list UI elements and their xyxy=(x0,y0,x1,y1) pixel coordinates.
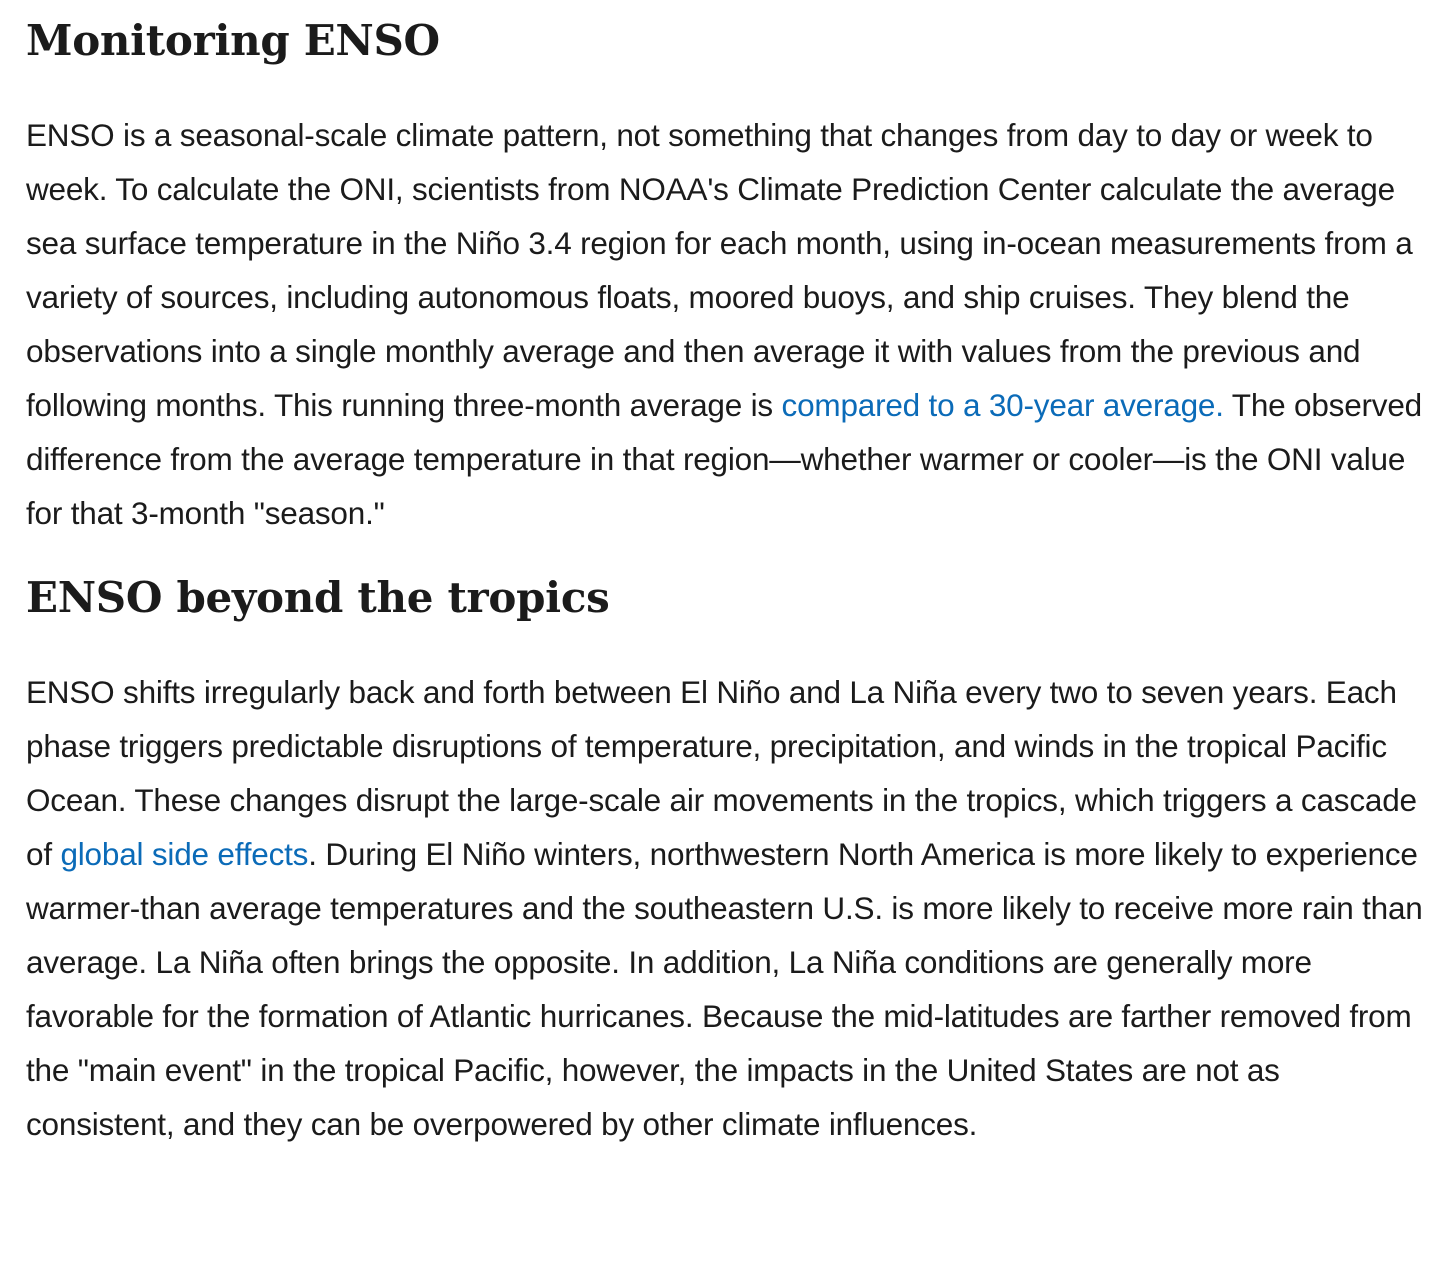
section-heading-enso-beyond-tropics: ENSO beyond the tropics xyxy=(26,573,610,622)
paragraph-text: ENSO is a seasonal-scale climate pattern, not something that changes from day to day or week to week. To calculate the ONI, scientists from NOAA's Climate Prediction Center calculate the average sea surface temperature in the Niño 3.4 region for each month, using in-ocean measurements from a variety of sources, including autonomous floats, moored buoys, and ship cruises. They blend the observations into a single monthly average and then average it with values from the previous and following months. This running three-month average is xyxy=(26,117,1413,423)
section-heading-monitoring-enso: Monitoring ENSO xyxy=(26,16,440,65)
paragraph-text: The observed difference from the average temperature in that region—whether warmer or cooler—is the ONI value for that 3-month "season." xyxy=(26,387,1422,531)
article-body xyxy=(26,0,1426,1151)
paragraph-monitoring-enso xyxy=(26,108,1426,540)
link-30-year-average[interactable]: compared to a 30-year average. xyxy=(781,387,1224,423)
link-global-side-effects[interactable]: global side effects xyxy=(60,836,309,872)
paragraph-text: ENSO shifts irregularly back and forth between El Niño and La Niña every two to seven years. Each phase triggers predictable disruptions of temperature, precipitation, and winds in the tropical Pacific Ocean. These changes disrupt the large-scale air movements in the tropics, which triggers a cascade of xyxy=(26,674,1417,872)
paragraph-enso-beyond-tropics xyxy=(26,665,1426,1151)
paragraph-text: . During El Niño winters, northwestern North America is more likely to experience warmer-than average temperatures and the southeastern U.S. is more likely to receive more rain than average. La Niña often brings the opposite. In addition, La Niña conditions are generally more favorable for the formation of Atlantic hurricanes. Because the mid-latitudes are farther removed from the "main event" in the tropical Pacific, however, the impacts in the United States are not as consistent, and they can be overpowered by other climate influences. xyxy=(26,836,1423,1142)
